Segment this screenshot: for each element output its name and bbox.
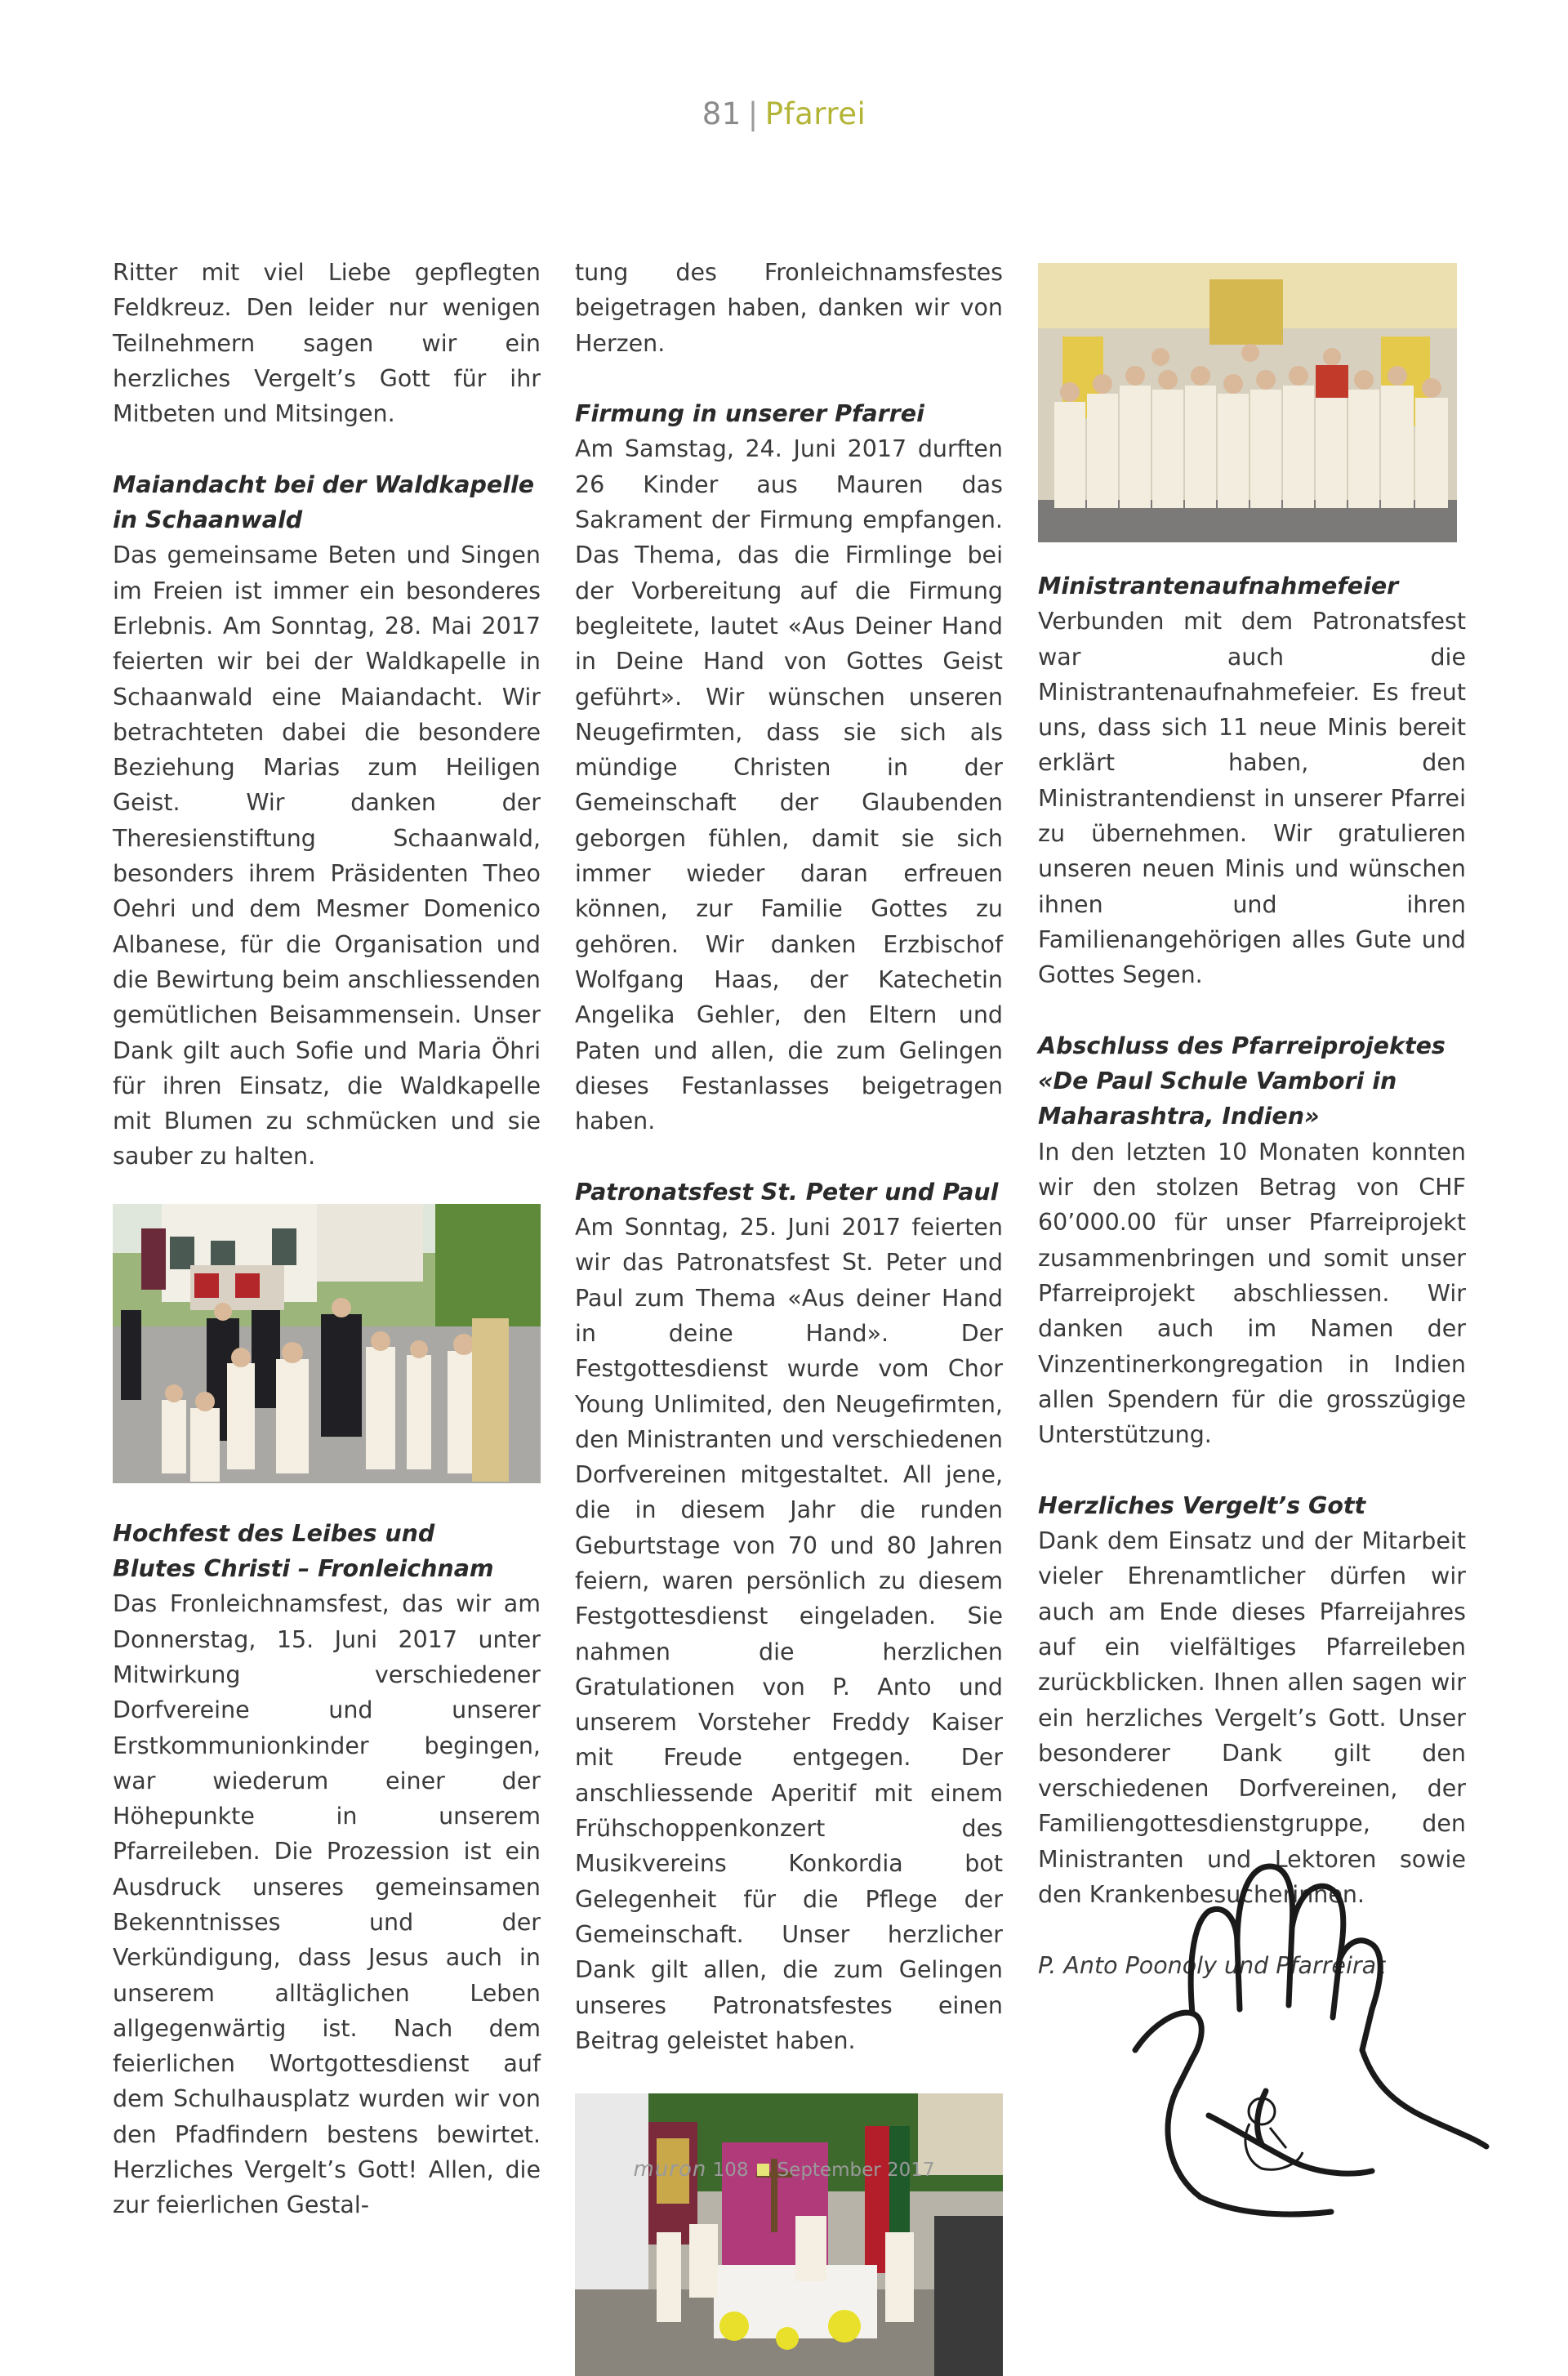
dank-paragraph: Dank dem Einsatz und der Mitarbeit vieler Ehrenamtlicher dürfen wir auch am Ende dieses Pfarreijahres auf ein vielfältiges Pfarreileben zurückblicken. Ihnen allen sagen wir ein herzliches Vergelt’s Gott. Unser besonderer Dank gilt den verschiedenen Dorfvereinen, der Familiengottesdienstgruppe, den Ministranten und Lektoren sowie den Krankenbesucherinnen. bbox=[1038, 1527, 1466, 1908]
footer-square-icon bbox=[757, 2164, 769, 2176]
projekt-heading: Abschluss des Pfarreiprojektes «De Paul Schule Vambori in Maharashtra, Indien» bbox=[1038, 1032, 1446, 1130]
maiandacht-paragraph: Das gemeinsame Beten und Singen im Freien ist immer ein besonderes Erlebnis. Am Sonntag, 28. Mai 2017 feierten wir bei der Waldkapelle in Schaanwald eine Maiandacht. Wir betrachteten dabei die besondere Beziehung Marias zum Heiligen Geist. Wir danken der Theresienstiftung Schaanwald, besonders ihrem Präsidenten Theo Oehri und dem Mesmer Domenico Albanese, für die Organisation und die Bewirtung beim anschliessenden gemütlichen Beisammensein. Unser Dank gilt auch Sofie und Maria Öhri für ihren Einsatz, die Waldkapelle mit Blumen zu schmücken und sie sauber zu halten. bbox=[113, 542, 541, 1170]
continuation-paragraph: tung des Fronleichnamsfestes beigetragen haben, danken wir von Herzen. bbox=[575, 259, 1003, 357]
ministranten-photo bbox=[1038, 263, 1457, 542]
column-2 bbox=[575, 255, 1003, 2376]
issue-number: 108 bbox=[712, 2160, 749, 2181]
page-footer bbox=[0, 2157, 1568, 2182]
magazine-name: muron bbox=[633, 2157, 707, 2182]
mini-heading: Ministrantenaufnahmefeier bbox=[1038, 573, 1399, 600]
dank-heading: Herzliches Vergelt’s Gott bbox=[1038, 1491, 1366, 1519]
section-title: Pfarrei bbox=[764, 96, 866, 132]
patronat-heading: Patronatsfest St. Peter und Paul bbox=[575, 1178, 999, 1206]
column-1 bbox=[113, 255, 541, 2223]
signature: P. Anto Poonoly und Pfarreirat bbox=[1038, 1951, 1386, 1979]
projekt-paragraph: In den letzten 10 Monaten konnten wir den stolzen Betrag von CHF 60’000.00 für unser Pfarreiprojekt zusammenbringen und somit unser Pfarreiprojekt abschliessen. Wir danken auch im Namen der Vinzentinerkongregation in Indien allen Spendern für die grosszügige Unterstützung. bbox=[1038, 1138, 1466, 1449]
procession-photo bbox=[113, 1204, 541, 1483]
issue-date: September 2017 bbox=[777, 2160, 935, 2181]
page-number: 81 bbox=[702, 96, 742, 132]
fronleichnam-heading: Hochfest des Leibes und Blutes Christi – Fronleichnam bbox=[113, 1519, 494, 1583]
intro-paragraph: Ritter mit viel Liebe gepflegten Feldkreuz. Den leider nur wenigen Teilnehmern sagen wir ein herzliches Vergelt’s Gott für ihr Mitbeten und Mitsingen. bbox=[113, 259, 541, 428]
firmung-paragraph: Am Samstag, 24. Juni 2017 durften 26 Kinder aus Mauren das Sakrament der Firmung empfangen. Das Thema, das die Firmlinge bei der Vorbereitung auf die Firmung begleitete, lautet «Aus Deiner Hand in Deine Hand von Gottes Geist geführt». Wir wünschen unseren Neugefirmten, dass sie sich als mündige Christen in der Gemeinschaft der Glaubenden geborgen fühlen, damit sie sich immer wieder daran erfreuen können, zur Familie Gottes zu gehören. Wir danken Erzbischof Wolfgang Haas, der Katechetin Angelika Gehler, den Eltern und Paten und allen, die zum Gelingen dieses Festanlasses beigetragen haben. bbox=[575, 435, 1003, 1135]
maiandacht-heading: Maiandacht bei der Waldkapelle in Schaanwald bbox=[113, 470, 535, 534]
fronleichnam-paragraph: Das Fronleichnamsfest, das wir am Donnerstag, 15. Juni 2017 unter Mitwirkung verschiedener Dorfvereine und unserer Erstkommunionkinder begingen, war wiederum einer der Höhepunkte in unserem Pfarreileben. Die Prozession ist ein Ausdruck unseres gemeinsamen Bekenntnisses und der Verkündigung, dass Jesus auch in unserem alltäglichen Leben allgegenwärtig ist. Nach dem feierlichen Wortgottesdienst auf dem Schulhausplatz wurden wir von den Pfadfindern bestens bewirtet. Herzliches Vergelt’s Gott! Allen, die zur feierlichen Gestal- bbox=[113, 1590, 541, 2219]
mini-paragraph: Verbunden mit dem Patronatsfest war auch die Ministrantenaufnahmefeier. Es freut uns, dass sich 11 neue Minis bereit erklärt haben, den Ministrantendienst in unserer Pfarrei zu übernehmen. Wir gratulieren unseren neuen Minis und wünschen ihnen und ihren Familienangehörigen alles Gute und Gottes Segen. bbox=[1038, 608, 1466, 989]
altar-photo bbox=[575, 2093, 1003, 2376]
patronat-paragraph: Am Sonntag, 25. Juni 2017 feierten wir das Patronatsfest St. Peter und Paul zum Thema «Aus deiner Hand in deine Hand». Der Festgottesdienst wurde vom Chor Young Unlimited, den Neugefirmten, den Ministranten und verschiedenen Dorfvereinen mitgestaltet. All jene, die in diesem Jahr die runden Geburtstage von 70 und 80 Jahren feiern, waren persönlich zu diesem Festgottesdienst eingeladen. Sie nahmen die herzlichen Gratulationen von P. Anto und unserem Vorsteher Freddy Kaiser mit Freude entgegen. Der anschliessende Aperitif mit einem Frühschoppenkonzert des Musikvereins Konkordia bot Gelegenheit für die Pflege der Gemeinschaft. Unser herzlicher Dank gilt allen, die zum Gelingen unseres Patronatsfestes einen Beitrag geleistet haben. bbox=[575, 1214, 1003, 2054]
firmung-heading: Firmung in unserer Pfarrei bbox=[575, 400, 924, 428]
column-3 bbox=[1038, 0, 1466, 1983]
header-separator: | bbox=[747, 96, 759, 132]
